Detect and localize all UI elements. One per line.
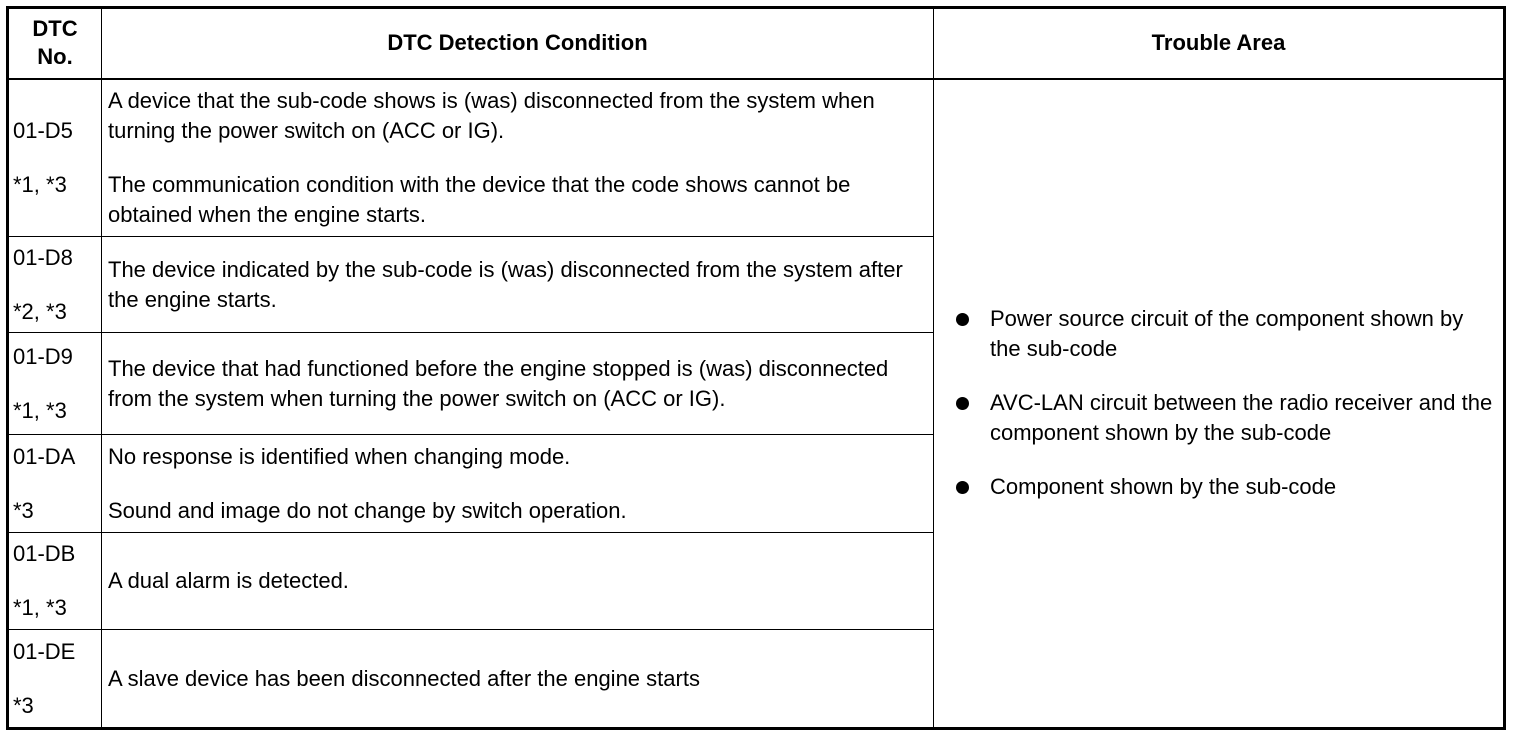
dtc-note: *1, *3 xyxy=(13,171,67,197)
header-dtc-no-line2: No. xyxy=(37,44,73,70)
dtc-code: 01-DE xyxy=(13,638,76,664)
detection-condition-text: A slave device has been disconnected after the engine starts xyxy=(108,665,700,691)
header-trouble-area: Trouble Area xyxy=(934,8,1505,79)
dtc-code-cell xyxy=(8,79,102,237)
dtc-code: 01-D5 xyxy=(13,117,73,143)
detection-condition-cell xyxy=(102,630,934,729)
trouble-area-text: AVC-LAN circuit between the radio receiver and the component shown by the sub-code xyxy=(990,390,1493,446)
dtc-code-cell xyxy=(8,435,102,533)
trouble-area-list xyxy=(956,304,1493,502)
detection-condition-cell xyxy=(102,435,934,533)
dtc-code: 01-DB xyxy=(13,541,76,566)
dtc-note: *1, *3 xyxy=(13,595,67,620)
dtc-note: *2, *3 xyxy=(13,298,67,324)
detection-condition-text: The communication condition with the device that the code shows cannot be obtained when the engine starts. xyxy=(108,171,851,227)
trouble-area-text: Component shown by the sub-code xyxy=(990,474,1337,500)
dtc-code: 01-DA xyxy=(13,443,76,469)
dtc-note: *3 xyxy=(13,692,34,718)
trouble-area-item xyxy=(956,388,1493,448)
detection-condition-cell xyxy=(102,79,934,237)
dtc-code-cell xyxy=(8,630,102,729)
table-row xyxy=(8,79,1505,237)
table-header-row xyxy=(8,8,1505,79)
dtc-table-container xyxy=(6,6,1506,727)
trouble-area-item xyxy=(956,304,1493,364)
bullet-icon xyxy=(956,397,969,410)
header-dtc-no xyxy=(8,8,102,79)
dtc-table xyxy=(6,6,1506,730)
trouble-area-cell xyxy=(934,79,1505,729)
header-detection-condition: DTC Detection Condition xyxy=(102,8,934,79)
detection-condition-text: A dual alarm is detected. xyxy=(108,568,349,593)
dtc-code: 01-D9 xyxy=(13,343,73,369)
dtc-note: *3 xyxy=(13,497,34,523)
dtc-code-cell xyxy=(8,333,102,435)
detection-condition-text: The device that had functioned before the engine stopped is (was) disconnected from the system when turning the power switch on (ACC or IG). xyxy=(108,355,889,411)
detection-condition-cell xyxy=(102,533,934,630)
dtc-code-cell xyxy=(8,533,102,630)
dtc-code-cell xyxy=(8,237,102,333)
bullet-icon xyxy=(956,313,969,326)
bullet-icon xyxy=(956,481,969,494)
trouble-area-item xyxy=(956,472,1493,502)
detection-condition-text: A device that the sub-code shows is (was) disconnected from the system when turning the power switch on (ACC or IG). xyxy=(108,87,875,143)
header-dtc-no-line1: DTC xyxy=(32,16,78,42)
dtc-note: *1, *3 xyxy=(13,397,67,423)
trouble-area-text: Power source circuit of the component shown by the sub-code xyxy=(990,306,1464,362)
dtc-code: 01-D8 xyxy=(13,244,73,270)
detection-condition-cell xyxy=(102,237,934,333)
detection-condition-text: No response is identified when changing mode. xyxy=(108,443,571,469)
detection-condition-text: Sound and image do not change by switch operation. xyxy=(108,497,627,523)
detection-condition-cell xyxy=(102,333,934,435)
detection-condition-text: The device indicated by the sub-code is (was) disconnected from the system after the engine starts. xyxy=(108,256,903,312)
